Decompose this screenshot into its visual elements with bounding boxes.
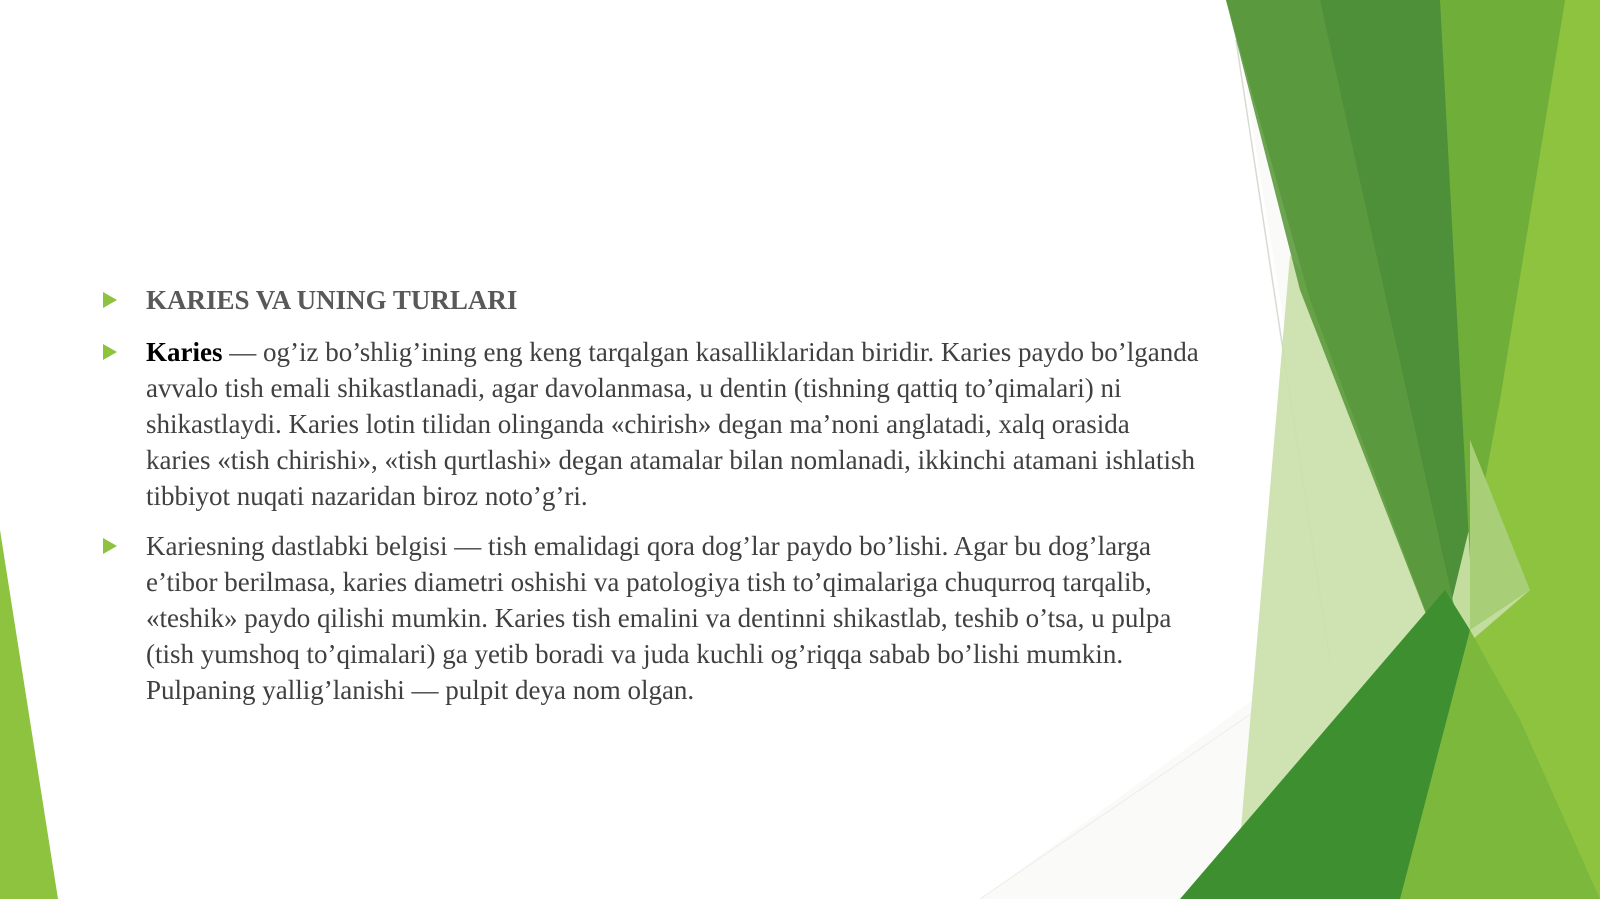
slide-heading: KARIES VA UNING TURLARI <box>146 285 518 315</box>
bullet-list <box>100 282 1200 722</box>
list-item <box>100 528 1200 708</box>
triangle-bullet-icon <box>103 538 117 554</box>
left-green-shape <box>0 530 58 899</box>
triangle-bullet-icon <box>103 344 117 360</box>
list-item <box>100 334 1200 514</box>
list-item <box>100 282 1200 318</box>
paragraph-text: Kariesning dastlabki belgisi — tish emalidagi qora dog’lar paydo bo’lishi. Agar bu dog’larga e’tibor berilmasa, karies diametri oshishi va patologiya tish to’qimalariga chuqurroq tarqalib, «teshik» paydo qilishi mumkin. Karies tish emalini va dentinni shikastlab, teshib o’tsa, u pulpa (tish yumshoq to’qimalari) ga yetib boradi va juda kuchli og’riqqa sabab bo’lishi mumkin. Pulpaning yallig’lanishi — pulpit deya nom olgan. <box>146 531 1172 705</box>
triangle-bullet-icon <box>103 292 117 308</box>
paragraph-text: — og’iz bo’shlig’ining eng keng tarqalgan kasalliklaridan biridir. Karies paydo bo’lganda avvalo tish emali shikastlanadi, agar davolanmasa, u dentin (tishning qattiq to’qimalari) ni shikastlaydi. Karies lotin tilidan olinganda «chirish» degan ma’noni anglatadi, xalq orasida karies «tish chirishi», «tish qurtlashi» degan atamalar bilan nomlanadi, ikkinchi atamani ishlatish tibbiyot nuqati nazaridan biroz noto’g’ri. <box>146 337 1199 511</box>
term-karies: Karies <box>146 337 223 367</box>
